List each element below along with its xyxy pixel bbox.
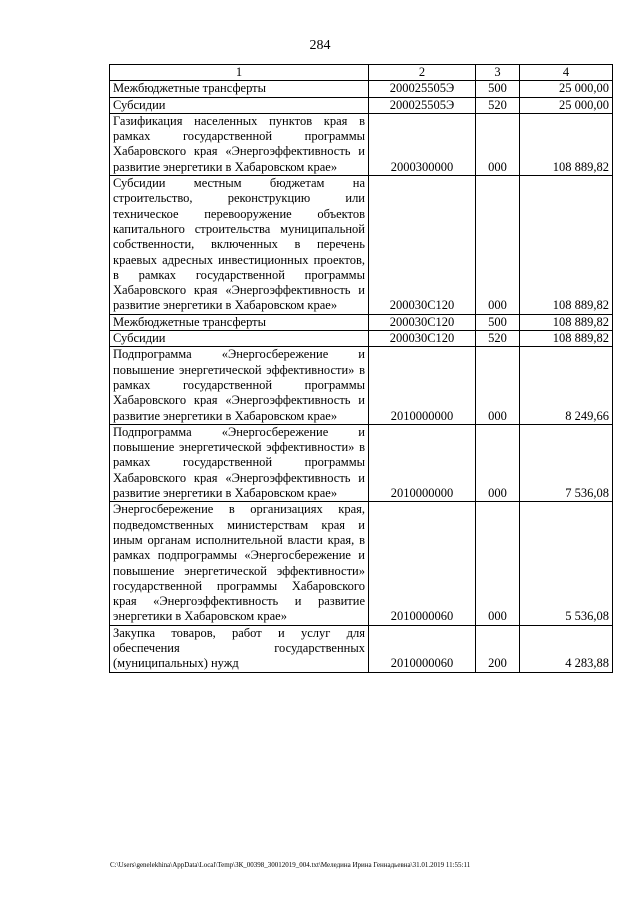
row-type: 000 [476,502,520,625]
table-row [110,502,613,625]
row-type: 000 [476,176,520,315]
row-name: Подпрограмма «Энергосбережение и повышение энергетической эффективности» в рамках государственной программы Хабаровского края «Энергоэффективность и развитие энергетики в Хабаровском крае» [110,424,369,501]
footer-file-path: C:\Users\genelekhina\AppData\Local\Temp\ЗК_00398_30012019_004.txt\Меледина Ирина Геннадьевна\31.01.2019 11:55:11 [110,861,471,869]
row-sum: 7 536,08 [520,424,613,501]
row-name: Межбюджетные трансферты [110,314,369,330]
row-code: 200025505Э [369,81,476,97]
table-row [110,113,613,175]
row-sum: 108 889,82 [520,113,613,175]
table-row [110,424,613,501]
row-sum: 25 000,00 [520,81,613,97]
table-row [110,314,613,330]
header-col-1: 1 [110,65,369,81]
row-type: 000 [476,113,520,175]
budget-table [109,64,613,673]
row-code: 200030С120 [369,314,476,330]
table-row [110,347,613,424]
row-type: 500 [476,314,520,330]
row-sum: 108 889,82 [520,176,613,315]
row-sum: 8 249,66 [520,347,613,424]
table-row [110,176,613,315]
table-row [110,81,613,97]
row-code: 2000300000 [369,113,476,175]
row-type: 520 [476,331,520,347]
row-sum: 5 536,08 [520,502,613,625]
row-sum: 25 000,00 [520,97,613,113]
row-name: Субсидии [110,331,369,347]
row-name: Подпрограмма «Энергосбережение и повышение энергетической эффективности» в рамках государственной программы Хабаровского края «Энергоэффективность и развитие энергетики в Хабаровском крае» [110,347,369,424]
table-row [110,331,613,347]
row-sum: 108 889,82 [520,314,613,330]
row-code: 200030С120 [369,176,476,315]
row-name: Газификация населенных пунктов края в рамках государственной программы Хабаровского края «Энергоэффективность и развитие энергетики в Хабаровском крае» [110,113,369,175]
row-code: 2010000000 [369,347,476,424]
row-code: 2010000000 [369,424,476,501]
row-name: Энергосбережение в организациях края, подведомственных министерствам края и иным органам исполнительной власти края, в рамках подпрограммы «Энергосбережение и повышение энергетической эффективности» государственной программы Хабаровского края «Энергоэффективность и развитие энергетики в Хабаровском крае» [110,502,369,625]
page-number: 284 [309,38,331,53]
row-code: 200030С120 [369,331,476,347]
header-col-2: 2 [369,65,476,81]
row-code: 200025505Э [369,97,476,113]
table-row [110,97,613,113]
header-col-4: 4 [520,65,613,81]
row-code: 2010000060 [369,625,476,672]
table-header-row [110,65,613,81]
row-name: Закупка товаров, работ и услуг для обеспечения государственных (муниципальных) нужд [110,625,369,672]
row-code: 2010000060 [369,502,476,625]
row-name: Межбюджетные трансферты [110,81,369,97]
header-col-3: 3 [476,65,520,81]
row-sum: 4 283,88 [520,625,613,672]
row-type: 500 [476,81,520,97]
row-type: 520 [476,97,520,113]
row-sum: 108 889,82 [520,331,613,347]
row-name: Субсидии местным бюджетам на строительство, реконструкцию или техническое перевооружение объектов капитального строительства муниципальной собственности, включенных в перечень краевых адресных инвестиционных проектов, в рамках государственной программы Хабаровского края «Энергоэффективность и развитие энергетики в Хабаровском крае» [110,176,369,315]
row-type: 000 [476,347,520,424]
row-type: 000 [476,424,520,501]
table-row [110,625,613,672]
row-name: Субсидии [110,97,369,113]
row-type: 200 [476,625,520,672]
